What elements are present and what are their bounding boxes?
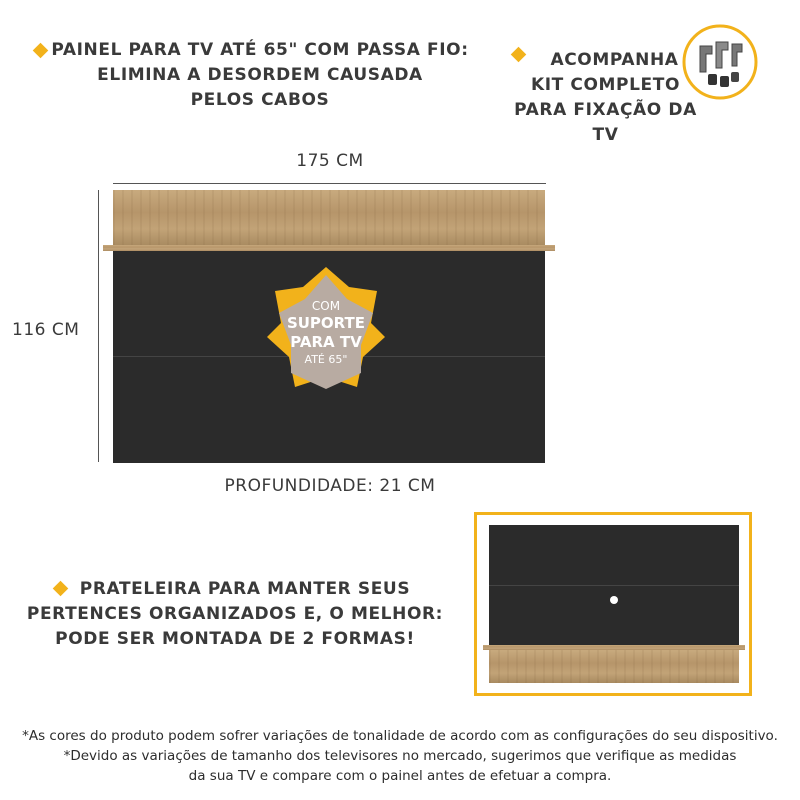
badge-line-3: PARA TV [290,333,362,351]
height-dimension-line [98,190,99,462]
badge-text [265,299,387,367]
badge-line-4: ATÉ 65" [304,353,348,366]
feature-shelf-text [25,577,445,652]
width-dimension-label: 175 CM [296,151,364,171]
mounting-kit-icon [682,24,758,100]
alt-panel-black-lower [489,586,739,645]
feature-kit-line-3: PARA FIXAÇÃO DA TV [514,100,697,145]
badge-line-2: SUPORTE [286,314,366,332]
cable-hole-icon [610,596,618,604]
note-line-1: *As cores do produto podem sofrer variações de tonalidade de acordo com as configurações do seu dispositivo. [22,728,778,744]
feature-panel-line-3: PELOS CABOS [190,90,330,110]
panel-wood-top [113,190,545,246]
width-dimension-line [113,183,546,184]
feature-shelf-line-2: PERTENCES ORGANIZADOS E, O MELHOR: [26,604,444,624]
note-line-2: *Devido as variações de tamanho dos televisores no mercado, sugerimos que verifique as medidas [63,748,737,764]
tv-support-badge [265,265,387,397]
badge-line-1: COM [311,299,341,313]
note-line-3: da sua TV e compare com o painel antes de efetuar a compra. [188,768,612,784]
feature-panel-line-2: ELIMINA A DESORDEM CAUSADA [97,65,423,85]
feature-panel-line-1: PAINEL PARA TV ATÉ 65" COM PASSA FIO: [51,40,469,60]
alt-panel-black-upper [489,525,739,585]
feature-kit-text [498,48,713,148]
feature-shelf-line-1: PRATELEIRA PARA MANTER SEUS [79,579,411,599]
feature-shelf-line-3: PODE SER MONTADA DE 2 FORMAS! [55,629,415,649]
depth-dimension-label: PROFUNDIDADE: 21 CM [224,476,436,496]
bullet-diamond-icon [33,43,49,59]
height-dimension-label: 116 CM [12,320,80,340]
alt-mounting-frame [474,512,752,696]
feature-kit-line-2: KIT COMPLETO [530,75,680,95]
feature-panel-text [50,38,470,113]
disclaimer-notes [20,726,780,786]
alt-panel-wood-bottom [489,650,739,683]
feature-kit-line-1: ACOMPANHA [550,50,679,70]
